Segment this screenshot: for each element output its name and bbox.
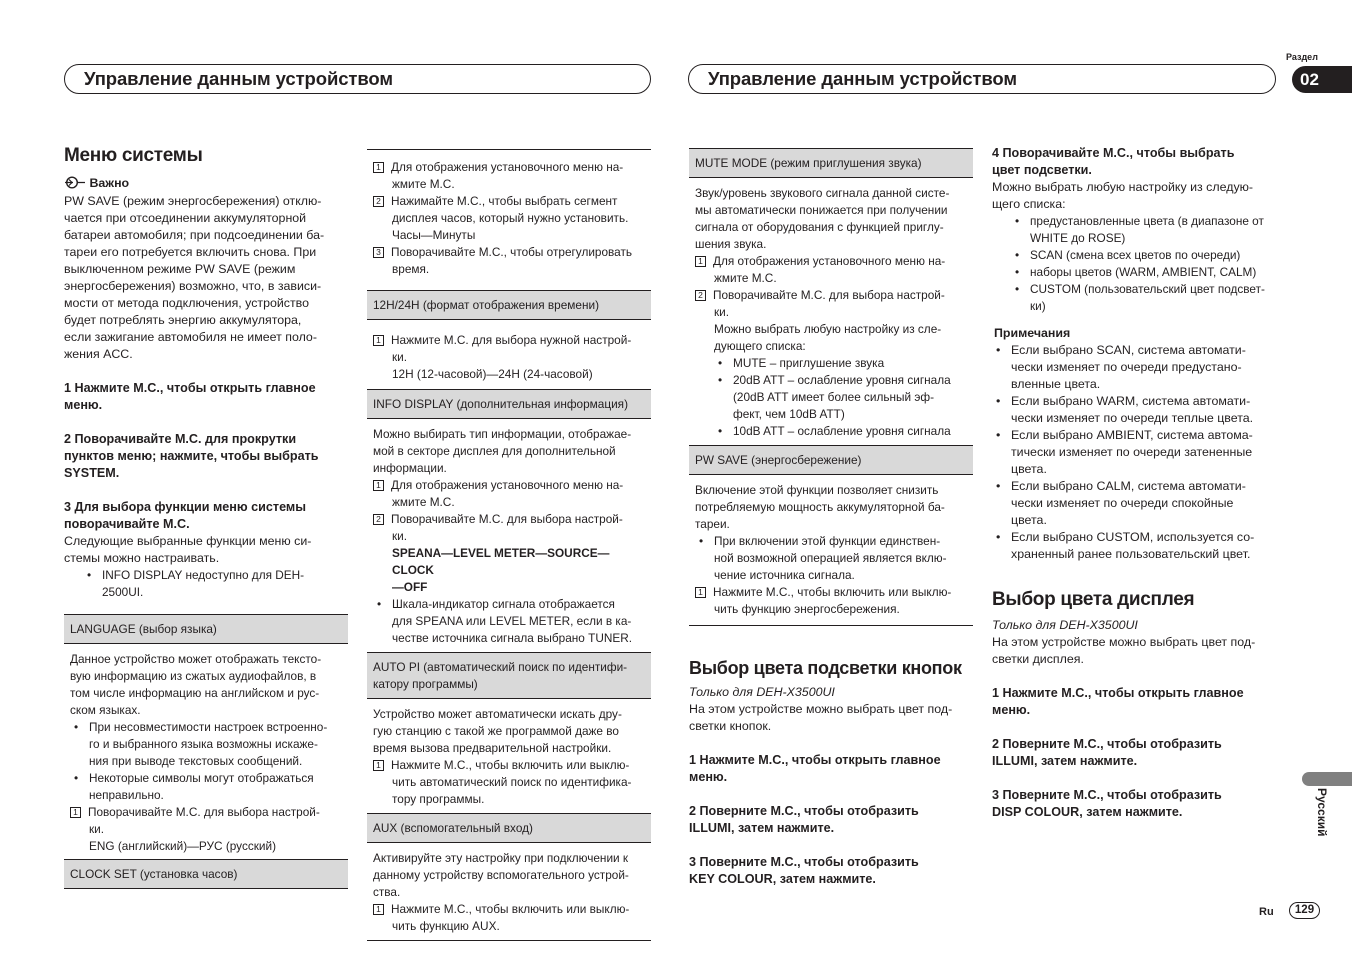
text-line: • Некоторые символы могут отображаться bbox=[89, 771, 314, 785]
step-1 bbox=[689, 752, 973, 786]
text-line: AUTO PI (автоматический поиск по идентифи- bbox=[373, 660, 628, 674]
text-line: • Если выбрано CUSTOM, используется со- bbox=[1011, 530, 1255, 544]
text-line: вленные цвета. bbox=[1011, 377, 1101, 391]
text-line: Активируйте эту настройку при подключении к bbox=[373, 851, 629, 865]
step-line: пунктов меню; нажмите, чтобы выбрать bbox=[64, 449, 319, 463]
numbered-item bbox=[373, 159, 645, 176]
text-line: чить функцию энергосбережения. bbox=[714, 602, 900, 616]
bullet-item bbox=[992, 213, 1276, 247]
numbered-item bbox=[695, 287, 967, 304]
text-line: Нажимайте M.C., чтобы выбрать сегмент bbox=[391, 194, 618, 208]
table-mute-mode bbox=[689, 148, 973, 626]
number-box: 2 bbox=[695, 290, 706, 301]
step-line: 3 Для выбора функции меню системы bbox=[64, 500, 306, 514]
option-values: 12H (12-часовой)—24H (24-часовой) bbox=[392, 367, 593, 381]
text-line: • Если выбрано SCAN, система автомати- bbox=[1011, 343, 1246, 357]
text-line: • При несовместимости настроек встроенно- bbox=[89, 720, 328, 734]
bullet-item bbox=[695, 533, 967, 584]
important-line: если зажигание автомобиля не имеет поло- bbox=[64, 330, 317, 344]
text-line: шения звука. bbox=[695, 237, 767, 251]
page-header-right: Управление данным устройством bbox=[688, 64, 1276, 94]
step-line: DISP COLOUR, затем нажмите. bbox=[992, 805, 1183, 819]
table-body bbox=[689, 475, 973, 625]
number-box: 1 bbox=[695, 256, 706, 267]
language-tab-label: Русский bbox=[1315, 788, 1329, 837]
number-box: 1 bbox=[373, 335, 384, 346]
column-3 bbox=[689, 148, 973, 888]
important-line: жения ACC. bbox=[64, 347, 133, 361]
number-box: 3 bbox=[373, 247, 384, 258]
text-line: SCAN (смена всех цветов по очереди) bbox=[1030, 248, 1241, 262]
text-line: Для отображения установочного меню на- bbox=[391, 160, 624, 174]
step-line: ILLUMI, затем нажмите. bbox=[992, 754, 1138, 768]
step-1 bbox=[64, 380, 348, 414]
step-3 bbox=[992, 787, 1276, 821]
step-line: меню. bbox=[992, 703, 1031, 717]
text-line: Устройство может автоматически искать дру- bbox=[373, 707, 622, 721]
text-line: для SPEANA или LEVEL METER, если в ка- bbox=[392, 614, 632, 628]
text-line: Поворачивайте M.C. для выбора настрой- bbox=[713, 288, 945, 302]
intro-text bbox=[992, 634, 1276, 668]
bullet-item bbox=[714, 423, 967, 440]
model-note: Только для DEH-X3500UI bbox=[992, 618, 1138, 632]
colour-options-list bbox=[992, 213, 1276, 315]
text-line: время. bbox=[392, 262, 430, 276]
text-line: • При включении этой функции единствен- bbox=[714, 534, 941, 548]
text-line: цвета. bbox=[1011, 462, 1047, 476]
text-line: Можно выбирать тип информации, отображае- bbox=[373, 427, 632, 441]
text-line: чить функцию AUX. bbox=[392, 919, 500, 933]
important-line: PW SAVE (режим энергосбережения) отклю- bbox=[64, 194, 322, 208]
table-language bbox=[64, 614, 348, 889]
step-line: 3 Поверните M.C., чтобы отобразить bbox=[689, 855, 919, 869]
text-line: ском языках. bbox=[70, 703, 141, 717]
text-line: ки. bbox=[89, 822, 105, 836]
text-line: Данное устройство может отображать тексто- bbox=[70, 652, 322, 666]
text-line: светки кнопок. bbox=[689, 719, 772, 733]
text-line: Следующие выбранные функции меню си- bbox=[64, 534, 312, 548]
text-line: данному устройству вспомогательного устрой- bbox=[373, 868, 629, 882]
text-line: • INFO DISPLAY недоступно для DEH- bbox=[102, 568, 305, 582]
step-line: 2 Поверните M.C., чтобы отобразить bbox=[689, 804, 919, 818]
text-line: ки. bbox=[392, 529, 408, 543]
step-line: 2 Поворачивайте M.C. для прокрутки bbox=[64, 432, 297, 446]
section-title-key-colour: Выбор цвета подсветки кнопок bbox=[689, 658, 962, 678]
text-line: светки дисплея. bbox=[992, 652, 1084, 666]
text-line: жмите M.C. bbox=[392, 177, 455, 191]
text-line: чение источника сигнала. bbox=[714, 568, 855, 582]
text-line: Поворачивайте M.C. для выбора настрой- bbox=[88, 805, 320, 819]
text-line: • предустановленные цвета (в диапазоне от bbox=[1030, 214, 1264, 228]
text-line: На этом устройстве можно выбрать цвет под- bbox=[992, 635, 1256, 649]
step-2 bbox=[689, 803, 973, 837]
step-line: 1 Нажмите M.C., чтобы открыть главное bbox=[64, 381, 316, 395]
language-code: Ru bbox=[1259, 906, 1274, 918]
table-header-auto-pi bbox=[367, 652, 651, 699]
table-body bbox=[367, 320, 651, 389]
table-header-info-display: INFO DISPLAY (дополнительная информация) bbox=[367, 389, 651, 419]
text-line: мой в секторе дисплея для дополнительной bbox=[373, 444, 616, 458]
clock-body bbox=[367, 150, 651, 286]
step-line: 2 Поверните M.C., чтобы отобразить bbox=[992, 737, 1222, 751]
text-line: го и выбранного языка возможны искаже- bbox=[89, 737, 318, 751]
text-line: фект, чем 10dB ATT) bbox=[733, 407, 845, 421]
text-line: Для отображения установочного меню на- bbox=[391, 478, 624, 492]
note-item bbox=[992, 529, 1276, 563]
section-label: Раздел bbox=[1286, 52, 1318, 62]
important-line: выключенном режиме PW SAVE (режим bbox=[64, 262, 296, 276]
step-line: KEY COLOUR, затем нажмите. bbox=[689, 872, 876, 886]
section-title-system-menu: Меню системы bbox=[64, 145, 203, 166]
text-line: WHITE до ROSE) bbox=[1030, 231, 1126, 245]
column-1 bbox=[64, 144, 348, 889]
note-item bbox=[992, 393, 1276, 427]
model-note: Только для DEH-X3500UI bbox=[689, 685, 835, 699]
text-line: жмите M.C. bbox=[392, 495, 455, 509]
step-3 bbox=[689, 854, 973, 888]
number-box: 1 bbox=[373, 904, 384, 915]
text-line: Можно выбрать любую настройку из сле- bbox=[714, 322, 942, 336]
table-body bbox=[367, 419, 651, 652]
language-tab-bar bbox=[1302, 772, 1352, 786]
text-line: храненный ранее пользовательский цвет. bbox=[1011, 547, 1251, 561]
option-values: ENG (английский)—РУС (русский) bbox=[89, 839, 277, 853]
table-header-aux: AUX (вспомогательный вход) bbox=[367, 813, 651, 843]
note-item bbox=[992, 342, 1276, 393]
text-line: Нажмите M.C., чтобы включить или выклю- bbox=[713, 585, 952, 599]
step-line: поворачивайте M.C. bbox=[64, 517, 190, 531]
step-line: ILLUMI, затем нажмите. bbox=[689, 821, 835, 835]
number-box: 1 bbox=[373, 480, 384, 491]
section-title-display-colour: Выбор цвета дисплея bbox=[992, 589, 1195, 610]
text-line: гую станцию с такой же программой даже во bbox=[373, 724, 619, 738]
number-box: 1 bbox=[695, 587, 706, 598]
notes-heading: Примечания bbox=[994, 326, 1071, 340]
text-line: потребляемую мощность аккумуляторной ба- bbox=[695, 500, 945, 514]
option-values: —OFF bbox=[392, 580, 428, 594]
text-line: Нажмите M.C. для выбора нужной настрой- bbox=[391, 333, 632, 347]
step-line: меню. bbox=[64, 398, 103, 412]
text-line: • Шкала-индикатор сигнала отображается bbox=[392, 597, 615, 611]
text-line: Поворачивайте M.C., чтобы отрегулировать bbox=[391, 245, 633, 259]
step-1 bbox=[992, 685, 1276, 719]
bullet-item bbox=[373, 596, 645, 647]
text-line: ства. bbox=[373, 885, 401, 899]
important-text bbox=[64, 193, 348, 363]
page-header-left: Управление данным устройством bbox=[64, 64, 651, 94]
step-2 bbox=[992, 736, 1276, 770]
numbered-item bbox=[373, 193, 645, 210]
text-line: 2500UI. bbox=[102, 585, 144, 599]
table-body bbox=[689, 178, 973, 445]
important-heading bbox=[64, 175, 348, 192]
table-header: MUTE MODE (режим приглушения звука) bbox=[689, 149, 973, 178]
numbered-item bbox=[373, 757, 645, 774]
text-line: Часы—Минуты bbox=[392, 228, 476, 242]
step-line: меню. bbox=[689, 770, 728, 784]
numbered-item bbox=[373, 901, 645, 918]
text-line: стемы можно настраивать. bbox=[64, 551, 220, 565]
text-line: • CUSTOM (пользовательский цвет подсвет- bbox=[1030, 282, 1265, 296]
text-line: Поворачивайте M.C. для выбора настрой- bbox=[391, 512, 623, 526]
important-line: батареи автомобиля; при подсоединении ба- bbox=[64, 228, 325, 242]
important-line: тареи его потребуется включить снова. При bbox=[64, 245, 317, 259]
text-line: ки. bbox=[392, 350, 408, 364]
bullet-item bbox=[992, 264, 1276, 281]
text-line: вую информацию из сжатых аудиофайлов, в bbox=[70, 669, 317, 683]
text-line: чески изменяет по очереди предустано- bbox=[1011, 360, 1242, 374]
table-header: 12H/24H (формат отображения времени) bbox=[367, 291, 651, 320]
text-line: Включение этой функции позволяет снизить bbox=[695, 483, 939, 497]
text-line: чески изменяет по очереди спокойные bbox=[1011, 496, 1234, 510]
important-line: энергосбережения) возможно, что, в зависи- bbox=[64, 279, 322, 293]
step-2 bbox=[64, 431, 348, 482]
step-line: 3 Поверните M.C., чтобы отобразить bbox=[992, 788, 1222, 802]
text-line: MUTE – приглушение звука bbox=[733, 356, 885, 370]
text-line: катору программы) bbox=[373, 677, 478, 691]
numbered-item bbox=[695, 253, 967, 270]
numbered-item bbox=[695, 584, 967, 601]
step-4 bbox=[992, 145, 1276, 179]
text-line: чить автоматический поиск по идентифика- bbox=[392, 775, 632, 789]
number-box: 1 bbox=[373, 760, 384, 771]
text-line: цвета. bbox=[1011, 513, 1047, 527]
step-3-text bbox=[64, 533, 348, 567]
text-line: сигнала от оборудования с функцией приглу- bbox=[695, 220, 944, 234]
text-line: • Если выбрано AMBIENT, система автома- bbox=[1011, 428, 1253, 442]
text-line: тору программы. bbox=[392, 792, 485, 806]
numbered-item bbox=[70, 804, 342, 821]
table-header-pw-save: PW SAVE (энергосбережение) bbox=[689, 445, 973, 475]
number-box: 2 bbox=[373, 514, 384, 525]
table-body bbox=[367, 699, 651, 813]
number-box: 1 bbox=[373, 162, 384, 173]
text-line: дующего списка: bbox=[714, 339, 806, 353]
table-12h24h bbox=[367, 290, 651, 941]
text-line: • Если выбрано CALM, система автомати- bbox=[1011, 479, 1246, 493]
text-line: 10dB ATT – ослабление уровня сигнала bbox=[733, 424, 951, 438]
step-line: 1 Нажмите M.C., чтобы открыть главное bbox=[992, 686, 1244, 700]
column-4 bbox=[992, 145, 1276, 821]
column-2 bbox=[367, 149, 651, 941]
table-header: LANGUAGE (выбор языка) bbox=[64, 615, 348, 644]
text-line: время вызова предварительной настройки. bbox=[373, 741, 612, 755]
step-line: 1 Нажмите M.C., чтобы открыть главное bbox=[689, 753, 941, 767]
text-line: ки) bbox=[1030, 299, 1046, 313]
text-line: ной возможной операцией является вклю- bbox=[714, 551, 947, 565]
text-line: тически изменяет по очереди затененные bbox=[1011, 445, 1253, 459]
step-4-text bbox=[992, 179, 1276, 213]
text-line: • Если выбрано WARM, система автомати- bbox=[1011, 394, 1251, 408]
text-line: Нажмите M.C., чтобы включить или выклю- bbox=[391, 758, 630, 772]
text-line: дисплея часов, который нужно установить. bbox=[392, 211, 629, 225]
text-line: тареи. bbox=[695, 517, 730, 531]
numbered-item bbox=[373, 511, 645, 528]
text-line: Для отображения установочного меню на- bbox=[713, 254, 946, 268]
text-line: Можно выбрать любую настройку из следую- bbox=[992, 180, 1254, 194]
text-line: информации. bbox=[373, 461, 447, 475]
number-box: 1 bbox=[70, 807, 81, 818]
bullet-item bbox=[64, 567, 348, 601]
numbered-item bbox=[373, 477, 645, 494]
text-line: (20dB ATT имеет более сильный эф- bbox=[733, 390, 935, 404]
text-line: ния при выводе текстовых сообщений. bbox=[89, 754, 303, 768]
important-line: мости от метода подключения, устройство bbox=[64, 296, 310, 310]
text-line: щего списка: bbox=[992, 197, 1066, 211]
page-number: 129 bbox=[1289, 902, 1320, 919]
bullet-item bbox=[992, 281, 1276, 315]
step-line: цвет подсветки. bbox=[992, 163, 1092, 177]
text-line: • 20dB ATT – ослабление уровня сигнала bbox=[733, 373, 951, 387]
text-line: чески изменяет по очереди теплые цвета. bbox=[1011, 411, 1254, 425]
table-body bbox=[64, 644, 348, 859]
bullet-item bbox=[70, 719, 342, 770]
table-header-clock: CLOCK SET (установка часов) bbox=[64, 859, 348, 888]
step-line: 4 Поворачивайте M.C., чтобы выбрать bbox=[992, 146, 1235, 160]
section-number-badge: 02 bbox=[1292, 66, 1352, 93]
important-label: Важно bbox=[89, 176, 130, 190]
step-3 bbox=[64, 499, 348, 533]
bullet-item bbox=[70, 770, 342, 804]
important-icon bbox=[64, 176, 86, 189]
text-line: Звук/уровень звукового сигнала данной систе- bbox=[695, 186, 950, 200]
step-line: SYSTEM. bbox=[64, 466, 120, 480]
text-line: наборы цветов (WARM, AMBIENT, CALM) bbox=[1030, 265, 1257, 279]
text-line: мы автоматически понижается при получении bbox=[695, 203, 948, 217]
text-line: неправильно. bbox=[89, 788, 164, 802]
important-line: будет потреблять энергию аккумулятора, bbox=[64, 313, 302, 327]
text-line: том числе информацию на английском и рус- bbox=[70, 686, 320, 700]
numbered-item bbox=[373, 332, 645, 349]
number-box: 2 bbox=[373, 196, 384, 207]
important-line: чается при отсоединении аккумуляторной bbox=[64, 211, 307, 225]
text-line: ки. bbox=[714, 305, 730, 319]
table-body bbox=[367, 843, 651, 940]
numbered-item bbox=[373, 244, 645, 261]
option-values: SPEANA—LEVEL METER—SOURCE—CLOCK bbox=[392, 546, 610, 577]
text-line: Нажмите M.C., чтобы включить или выклю- bbox=[391, 902, 630, 916]
text-line: честве источника сигнала выбрано TUNER. bbox=[392, 631, 633, 645]
bullet-item bbox=[992, 247, 1276, 264]
text-line: жмите M.C. bbox=[714, 271, 777, 285]
note-item bbox=[992, 478, 1276, 529]
bullet-item bbox=[714, 372, 967, 423]
bullet-item bbox=[714, 355, 967, 372]
note-item bbox=[992, 427, 1276, 478]
intro-text bbox=[689, 701, 973, 735]
text-line: На этом устройстве можно выбрать цвет под- bbox=[689, 702, 953, 716]
notes-list bbox=[992, 342, 1276, 563]
